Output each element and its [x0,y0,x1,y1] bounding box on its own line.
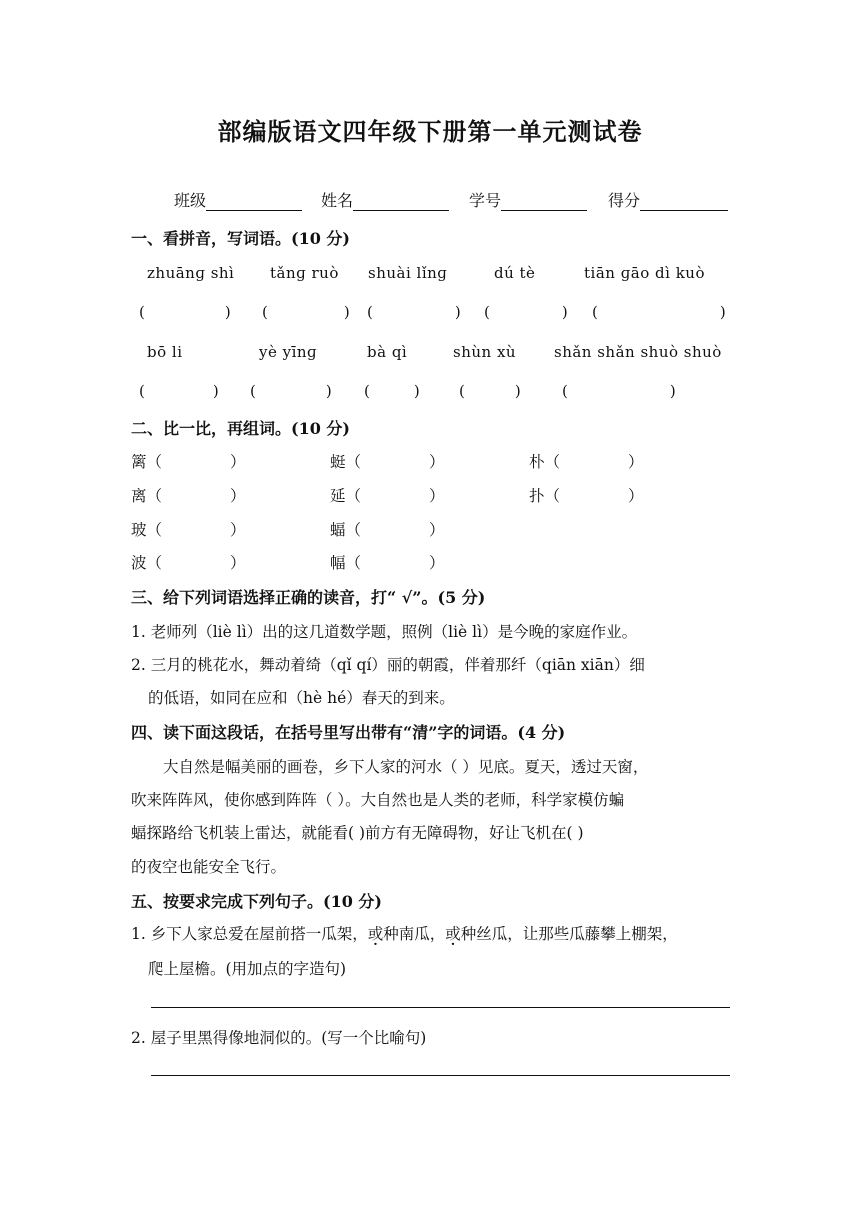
paragraph-line: 吹来阵阵风，使你感到阵阵（ ）。大自然也是人类的老师，科学家模仿蝙 [131,791,625,809]
compare-item[interactable]: 蝠（ ） [330,521,445,539]
section2-heading: 二、比一比，再组词。(10 分) [131,419,350,438]
question-1-line2: 爬上屋檐。(用加点的字造句) [148,960,347,978]
name-label: 姓名 [321,191,354,210]
section1-heading: 一、看拼音，写词语。(10 分) [131,229,350,248]
answer-box-1[interactable]: ( ) [139,303,231,321]
compare-item[interactable]: 波（ ） [131,554,246,572]
answer-box-4[interactable]: ( ) [484,303,568,321]
answer-line-2[interactable] [151,1075,730,1076]
paragraph-line: 大自然是幅美丽的画卷，乡下人家的河水（ ）见底。夏天，透过天窗， [163,758,649,776]
pinyin-2: tǎnɡ ruò [270,264,339,282]
score-label: 得分 [608,191,641,210]
pinyin-10: shǎn shǎn shuò shuò [554,343,722,361]
class-label: 班级 [174,191,207,210]
compare-item[interactable]: 玻（ ） [131,521,246,539]
question-1: 1. 乡下人家总爱在屋前搭一瓜架，或种南瓜，或种丝瓜，让那些瓜藤攀上棚架， [131,925,678,943]
compare-item[interactable]: 蜓（ ） [330,453,445,471]
section3-heading: 三、给下列词语选择正确的读音，打“ √”。(5 分) [131,588,486,607]
pinyin-4: dú tè [494,264,536,282]
answer-box-3[interactable]: ( ) [367,303,461,321]
question-line: 1. 老师列（liè lì）出的这几道数学题，照例（liè lì）是今晚的家庭作业。 [131,623,638,641]
compare-item[interactable]: 离（ ） [131,487,246,505]
compare-item[interactable]: 延（ ） [330,487,445,505]
question-line: 的低语，如同在应和（hè hé）春天的到来。 [148,689,455,707]
paragraph-line: 蝠探路给飞机装上雷达，就能看( )前方有无障碍物，好让飞机在( ) [131,824,584,842]
emphasis-char: 或 [445,925,461,943]
compare-item[interactable]: 朴（ ） [529,453,644,471]
answer-line-1[interactable] [151,1007,730,1008]
emphasis-char: 或 [367,925,384,943]
section5-heading: 五、按要求完成下列句子。(10 分) [131,892,382,911]
compare-item[interactable]: 扑（ ） [529,487,644,505]
compare-item[interactable]: 篱（ ） [131,453,246,471]
pinyin-8: bà qì [367,343,408,361]
pinyin-1: zhuānɡ shì [147,264,235,282]
paragraph-line: 的夜空也能安全飞行。 [131,858,287,876]
pinyin-3: shuài lǐnɡ [368,264,448,282]
answer-box-2[interactable]: ( ) [262,303,350,321]
section4-heading: 四、读下面这段话，在括号里写出带有“清”字的词语。(4 分) [131,723,566,742]
class-blank[interactable] [206,192,302,211]
answer-box-9[interactable]: ( ) [459,382,521,400]
answer-box-8[interactable]: ( ) [364,382,420,400]
answer-box-6[interactable]: ( ) [139,382,219,400]
score-field [608,188,728,211]
pinyin-5: tiān ɡāo dì kuò [584,264,705,282]
name-field [321,188,449,211]
number-label: 学号 [469,191,502,210]
compare-item[interactable]: 幅（ ） [330,554,445,572]
pinyin-9: shùn xù [453,343,517,361]
answer-box-10[interactable]: ( ) [562,382,676,400]
question-line: 2. 三月的桃花水，舞动着绮（qǐ qí）丽的朝霞，伴着那纤（qiān xiān）细 [131,656,645,674]
name-blank[interactable] [353,192,449,211]
answer-box-5[interactable]: ( ) [592,303,726,321]
pinyin-6: bō li [147,343,183,361]
page-title: 部编版语文四年级下册第一单元测试卷 [217,118,643,146]
number-field [469,188,587,211]
class-field [174,188,302,211]
score-blank[interactable] [640,192,728,211]
number-blank[interactable] [501,192,587,211]
question-2: 2. 屋子里黑得像地洞似的。(写一个比喻句) [131,1029,427,1047]
pinyin-7: yè yīnɡ [259,343,318,361]
answer-box-7[interactable]: ( ) [250,382,332,400]
